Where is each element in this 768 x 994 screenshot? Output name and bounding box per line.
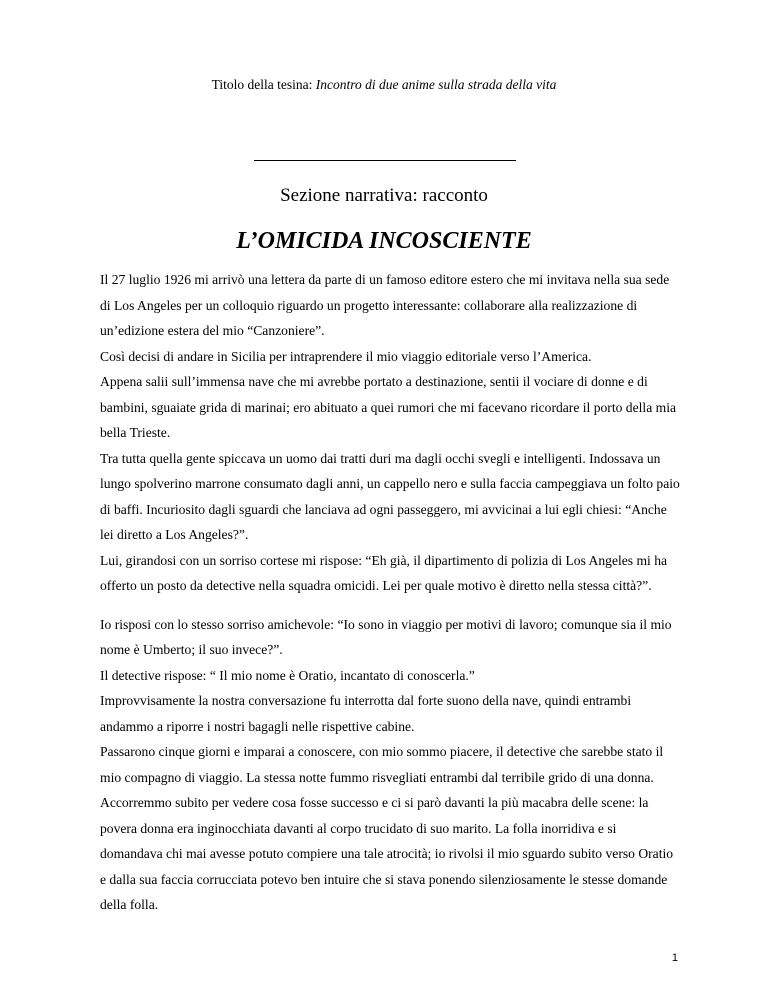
story-body [100, 267, 680, 918]
horizontal-rule [254, 160, 516, 161]
paragraph-5: Lui, girandosi con un sorriso cortese mi rispose: “Eh già, il dipartimento di polizia di Los Angeles mi ha offerto un posto da detective nella squadra omicidi. Lei per quale motivo è diretto nella stessa città?”. [100, 552, 668, 593]
paragraph-1: Il 27 luglio 1926 mi arrivò una lettera da parte di un famoso editore estero che mi invitava nella sua sede di Los Angeles per un colloquio riguardo un progetto interessante: collaborare alla realizzazione di un’edizione estera del mio “Canzoniere”. [100, 272, 670, 338]
paragraph-4: Tra tutta quella gente spiccava un uomo dai tratti duri ma dagli occhi svegli e intelligenti. Indossava un lungo spolverino marrone consumato dagli anni, un cappello nero e sulla faccia campeggiava un folto paio di baffi. Incuriosito dagli sguardi che lanciava ad ogni passeggero, mi avvicinai a lui egli chiesi: “Anche lei diretto a Los Angeles?”. [100, 450, 680, 542]
paragraph-8: Improvvisamente la nostra conversazione fu interrotta dal forte suono della nave, quindi entrambi andammo a riporre i nostri bagagli nelle rispettive cabine. [100, 693, 632, 734]
paragraph-9: Passarono cinque giorni e imparai a conoscere, con mio sommo piacere, il detective che sarebbe stato il mio compagno di viaggio. La stessa notte fummo risvegliati entrambi dal terribile grido di una donna. Accorremmo subito per vedere cosa fosse successo e ci si parò davanti la più macabra delle scene: la povera donna era inginocchiata davanti al corpo trucidato di suo marito. La folla inorridiva e si domandava chi mai avesse potuto compiere una tale atrocità; io rivolsi il mio sguardo subito verso Oratio e dalla sua faccia corrucciata potevo ben intuire che si stava ponendo silenziosamente le stesse domande della folla. [100, 744, 674, 912]
paragraph-3: Appena salii sull’immensa nave che mi avrebbe portato a destinazione, sentii il vociare di donne e di bambini, sguaiate grida di marinai; ero abituato a quei rumori che mi facevano ricordare il porto della mia bella Trieste. [100, 374, 677, 440]
section-heading: Sezione narrativa: racconto [280, 185, 488, 206]
page-number: 1 [671, 952, 678, 964]
thesis-title-label: Titolo della tesina: [211, 77, 316, 92]
thesis-title-line [0, 76, 768, 94]
paragraph-2: Così decisi di andare in Sicilia per intraprendere il mio viaggio editoriale verso l’America. [100, 348, 592, 364]
paragraph-7: Il detective rispose: “ Il mio nome è Oratio, incantato di conoscerla.” [100, 667, 475, 683]
thesis-title: Incontro di due anime sulla strada della vita [315, 77, 557, 92]
paragraph-6: Io risposi con lo stesso sorriso amichevole: “Io sono in viaggio per motivi di lavoro; comunque sia il mio nome è Umberto; il suo invece?”. [100, 616, 672, 657]
story-title: L’OMICIDA INCOSCIENTE [236, 228, 532, 254]
